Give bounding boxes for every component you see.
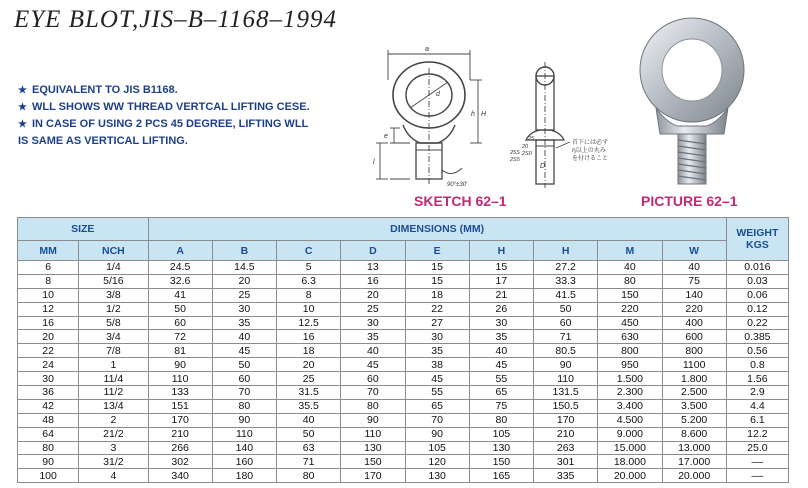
table-cell: 40: [212, 330, 276, 344]
table-cell: 25: [212, 288, 276, 302]
dimension-label: l: [373, 159, 375, 166]
dimension-label: 20: [522, 144, 529, 150]
table-cell: 0.03: [726, 274, 788, 288]
table-cell: 90: [405, 427, 469, 441]
table-cell: 170: [534, 413, 598, 427]
table-cell: 90: [341, 413, 405, 427]
table-cell: 160: [212, 455, 276, 469]
table-cell: 80: [341, 399, 405, 413]
table-cell: 130: [341, 441, 405, 455]
table-row: [18, 399, 789, 413]
table-cell: 65: [469, 386, 533, 400]
dimensions-header: DIMENSIONS (MM): [148, 218, 726, 241]
dimension-label: a: [425, 46, 429, 53]
dimension-label: D: [540, 163, 546, 170]
table-cell: 25: [341, 302, 405, 316]
table-cell: 21/2: [79, 427, 148, 441]
table-cell: 32.6: [148, 274, 212, 288]
table-cell: 30: [18, 372, 79, 386]
table-cell: 20.000: [598, 469, 662, 483]
table-cell: 1.500: [598, 372, 662, 386]
table-cell: 3/8: [79, 288, 148, 302]
table-cell: 20: [212, 274, 276, 288]
table-row: [18, 288, 789, 302]
table-cell: 1: [79, 358, 148, 372]
table-cell: 25.0: [726, 441, 788, 455]
table-cell: 50: [148, 302, 212, 316]
note-jp: η以上の丸み: [572, 147, 606, 154]
table-cell: 50: [534, 302, 598, 316]
table-cell: 12.5: [277, 316, 341, 330]
table-cell: 30: [341, 316, 405, 330]
table-cell: 266: [148, 441, 212, 455]
table-cell: 75: [469, 399, 533, 413]
table-cell: 340: [148, 469, 212, 483]
table-cell: 9.000: [598, 427, 662, 441]
table-cell: 5/16: [79, 274, 148, 288]
table-cell: 130: [469, 441, 533, 455]
column-header: H: [469, 241, 533, 261]
table-cell: 48: [18, 413, 79, 427]
table-cell: 40: [341, 344, 405, 358]
table-cell: 1.56: [726, 372, 788, 386]
eye-bolt-sketch: [370, 40, 622, 192]
table-cell: 4.500: [598, 413, 662, 427]
table-row: [18, 469, 789, 483]
dimension-label: 25: [528, 136, 535, 142]
table-row: [18, 274, 789, 288]
column-header: C: [277, 241, 341, 261]
table-cell: 3.500: [662, 399, 726, 413]
table-cell: 40: [277, 413, 341, 427]
table-cell: 35: [212, 316, 276, 330]
note-text: EQUIVALENT TO JIS B1168.: [32, 84, 178, 96]
table-cell: 16: [277, 330, 341, 344]
table-cell: 110: [534, 372, 598, 386]
dimension-label: d: [436, 91, 440, 98]
column-header: H: [534, 241, 598, 261]
table-cell: 110: [341, 427, 405, 441]
table-cell: 17.000: [662, 455, 726, 469]
table-cell: 450: [598, 316, 662, 330]
table-cell: 210: [534, 427, 598, 441]
table-cell: 301: [534, 455, 598, 469]
note-jp: 首下には必ず: [572, 139, 609, 146]
table-cell: 6.1: [726, 413, 788, 427]
table-cell: 630: [598, 330, 662, 344]
table-row: [18, 413, 789, 427]
picture-caption: PICTURE 62–1: [641, 193, 738, 209]
table-cell: 105: [405, 441, 469, 455]
table-cell: 65: [405, 399, 469, 413]
table-row: [18, 427, 789, 441]
table-cell: 60: [212, 372, 276, 386]
table-row: [18, 455, 789, 469]
table-cell: 42: [18, 399, 79, 413]
table-cell: 60: [341, 372, 405, 386]
star-bullet-icon: ★: [18, 102, 27, 113]
table-cell: 40: [662, 261, 726, 275]
table-cell: 15: [405, 261, 469, 275]
table-cell: 950: [598, 358, 662, 372]
table-cell: 24.5: [148, 261, 212, 275]
table-cell: 15: [405, 274, 469, 288]
table-cell: 16: [18, 316, 79, 330]
table-cell: 90: [534, 358, 598, 372]
column-header: M: [598, 241, 662, 261]
table-cell: 24: [18, 358, 79, 372]
dimension-label: h: [471, 111, 475, 118]
table-cell: 1/2: [79, 302, 148, 316]
table-cell: 71: [534, 330, 598, 344]
table-cell: 18: [405, 288, 469, 302]
table-cell: 120: [405, 455, 469, 469]
column-header: W: [662, 241, 726, 261]
table-cell: ––: [726, 455, 788, 469]
angle-label: 90°±30′: [447, 182, 468, 188]
table-cell: 35: [405, 344, 469, 358]
table-cell: 22: [18, 344, 79, 358]
table-cell: 10: [277, 302, 341, 316]
table-cell: 30: [212, 302, 276, 316]
table-cell: 150: [469, 455, 533, 469]
table-cell: 180: [212, 469, 276, 483]
table-cell: 210: [148, 427, 212, 441]
column-header: E: [405, 241, 469, 261]
table-cell: 220: [598, 302, 662, 316]
table-cell: 4: [79, 469, 148, 483]
table-cell: 27: [405, 316, 469, 330]
table-row: [18, 441, 789, 455]
table-row: [18, 358, 789, 372]
table-cell: 130: [405, 469, 469, 483]
column-header: NCH: [79, 241, 148, 261]
table-cell: 3/4: [79, 330, 148, 344]
table-cell: 140: [212, 441, 276, 455]
table-cell: 2: [79, 413, 148, 427]
table-cell: 27.2: [534, 261, 598, 275]
weight-header: WEIGHT KGS: [726, 218, 788, 261]
table-cell: 0.8: [726, 358, 788, 372]
note-text-continued: IS SAME AS VERTICAL LIFTING.: [18, 135, 188, 147]
table-cell: 80: [598, 274, 662, 288]
table-cell: 110: [212, 427, 276, 441]
table-cell: 335: [534, 469, 598, 483]
table-cell: 165: [469, 469, 533, 483]
table-cell: 31.5: [277, 386, 341, 400]
table-cell: 31/2: [79, 455, 148, 469]
table-cell: 45: [212, 344, 276, 358]
table-cell: 1.800: [662, 372, 726, 386]
table-cell: 63: [277, 441, 341, 455]
table-cell: 8: [18, 274, 79, 288]
table-cell: 80: [277, 469, 341, 483]
table-cell: 170: [148, 413, 212, 427]
table-row: [18, 316, 789, 330]
table-cell: 2.300: [598, 386, 662, 400]
table-cell: 133: [148, 386, 212, 400]
eye-bolt-dimension-table: [17, 217, 789, 483]
table-row: [18, 261, 789, 275]
table-cell: 20.000: [662, 469, 726, 483]
table-cell: 800: [598, 344, 662, 358]
table-cell: 80.5: [534, 344, 598, 358]
table-cell: 7/8: [79, 344, 148, 358]
table-cell: 140: [662, 288, 726, 302]
table-cell: 2.9: [726, 386, 788, 400]
table-cell: 1100: [662, 358, 726, 372]
dimension-label: 2S0: [522, 151, 532, 157]
table-cell: 220: [662, 302, 726, 316]
eye-bolt-photo: [628, 12, 756, 192]
table-cell: 80: [212, 399, 276, 413]
table-cell: 8: [277, 288, 341, 302]
column-header: B: [212, 241, 276, 261]
table-cell: 36: [18, 386, 79, 400]
table-cell: 6.3: [277, 274, 341, 288]
table-cell: 17: [469, 274, 533, 288]
table-cell: 11/2: [79, 386, 148, 400]
table-cell: 33.3: [534, 274, 598, 288]
note-text: IN CASE OF USING 2 PCS 45 DEGREE, LIFTING WLL: [32, 118, 309, 130]
table-cell: 0.22: [726, 316, 788, 330]
table-cell: 35: [341, 330, 405, 344]
table-row: [18, 386, 789, 400]
table-cell: 55: [469, 372, 533, 386]
table-cell: 90: [212, 413, 276, 427]
table-row: [18, 372, 789, 386]
table-cell: 18: [277, 344, 341, 358]
table-cell: 80: [469, 413, 533, 427]
table-cell: 15.000: [598, 441, 662, 455]
table-cell: 40: [469, 344, 533, 358]
table-cell: 3.400: [598, 399, 662, 413]
table-cell: 16: [341, 274, 405, 288]
table-cell: 60: [148, 316, 212, 330]
table-cell: 81: [148, 344, 212, 358]
table-cell: 21: [469, 288, 533, 302]
table-cell: 5: [277, 261, 341, 275]
table-cell: 25: [277, 372, 341, 386]
table-cell: 41: [148, 288, 212, 302]
table-cell: 70: [405, 413, 469, 427]
note-text: WLL SHOWS WW THREAD VERTCAL LIFTING CESE.: [32, 101, 310, 113]
table-cell: 45: [341, 358, 405, 372]
note-item: [18, 99, 378, 116]
table-cell: 45: [469, 358, 533, 372]
table-cell: 4.4: [726, 399, 788, 413]
table-cell: ––: [726, 469, 788, 483]
table-cell: 13/4: [79, 399, 148, 413]
table-cell: 18.000: [598, 455, 662, 469]
dimension-label: 2S5: [510, 157, 520, 163]
table-cell: 71: [277, 455, 341, 469]
table-cell: 0.06: [726, 288, 788, 302]
table-cell: 170: [341, 469, 405, 483]
table-cell: 5.200: [662, 413, 726, 427]
table-cell: 45: [405, 372, 469, 386]
table-cell: 0.016: [726, 261, 788, 275]
table-cell: 50: [277, 427, 341, 441]
table-cell: 30: [469, 316, 533, 330]
table-cell: 12: [18, 302, 79, 316]
table-cell: 64: [18, 427, 79, 441]
table-cell: 110: [148, 372, 212, 386]
table-row: [18, 302, 789, 316]
table-cell: 55: [405, 386, 469, 400]
table-cell: 13: [341, 261, 405, 275]
table-cell: 38: [405, 358, 469, 372]
table-cell: 12.2: [726, 427, 788, 441]
table-cell: 20: [341, 288, 405, 302]
table-row: [18, 344, 789, 358]
table-row: [18, 330, 789, 344]
table-cell: 105: [469, 427, 533, 441]
table-cell: 302: [148, 455, 212, 469]
table-cell: 6: [18, 261, 79, 275]
table-cell: 11/4: [79, 372, 148, 386]
table-cell: 60: [534, 316, 598, 330]
table-cell: 400: [662, 316, 726, 330]
table-cell: 20: [18, 330, 79, 344]
table-cell: 10: [18, 288, 79, 302]
table-cell: 600: [662, 330, 726, 344]
table-cell: 0.12: [726, 302, 788, 316]
table-cell: 35.5: [277, 399, 341, 413]
table-cell: 70: [341, 386, 405, 400]
table-cell: 40: [598, 261, 662, 275]
table-cell: 26: [469, 302, 533, 316]
sketch-caption: SKETCH 62–1: [414, 193, 507, 209]
dimension-label: H: [481, 111, 487, 118]
size-header: SIZE: [18, 218, 149, 241]
table-cell: 22: [405, 302, 469, 316]
table-cell: 72: [148, 330, 212, 344]
page-title: EYE BLOT,JIS–B–1168–1994: [14, 6, 338, 33]
table-cell: 35: [469, 330, 533, 344]
star-bullet-icon: ★: [18, 85, 27, 96]
column-header: D: [341, 241, 405, 261]
table-cell: 0.56: [726, 344, 788, 358]
dimension-label: e: [384, 133, 388, 140]
table-cell: 800: [662, 344, 726, 358]
table-cell: 90: [148, 358, 212, 372]
table-cell: 263: [534, 441, 598, 455]
table-cell: 90: [18, 455, 79, 469]
note-jp: を付けること: [572, 155, 609, 162]
table-cell: 20: [277, 358, 341, 372]
table-cell: 150.5: [534, 399, 598, 413]
table-cell: 100: [18, 469, 79, 483]
table-cell: 13.000: [662, 441, 726, 455]
table-cell: 70: [212, 386, 276, 400]
table-cell: 50: [212, 358, 276, 372]
table-cell: 1/4: [79, 261, 148, 275]
note-item: [18, 116, 378, 133]
table-cell: 80: [18, 441, 79, 455]
feature-notes: [18, 82, 378, 150]
table-cell: 0.385: [726, 330, 788, 344]
table-cell: 150: [598, 288, 662, 302]
dimension-label: 25S: [510, 150, 520, 156]
table-cell: 30: [405, 330, 469, 344]
table-cell: 15: [469, 261, 533, 275]
column-header: A: [148, 241, 212, 261]
table-cell: 131.5: [534, 386, 598, 400]
table-cell: 150: [341, 455, 405, 469]
table-cell: 151: [148, 399, 212, 413]
table-cell: 8.600: [662, 427, 726, 441]
table-cell: 2.500: [662, 386, 726, 400]
table-cell: 75: [662, 274, 726, 288]
table-cell: 14.5: [212, 261, 276, 275]
star-bullet-icon: ★: [18, 119, 27, 130]
table-cell: 5/8: [79, 316, 148, 330]
note-item: [18, 82, 378, 99]
column-header: MM: [18, 241, 79, 261]
table-cell: 3: [79, 441, 148, 455]
table-cell: 41.5: [534, 288, 598, 302]
